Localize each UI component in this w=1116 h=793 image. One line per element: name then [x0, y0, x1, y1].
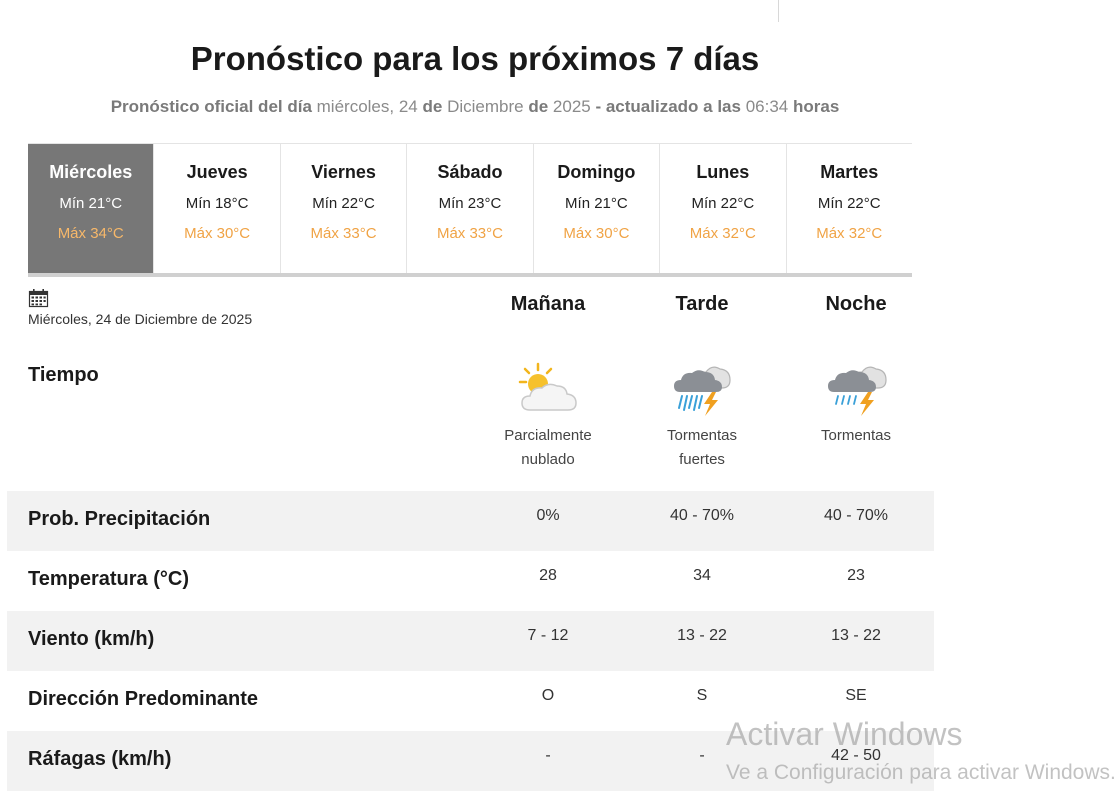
cell-tarde: 13 - 22 — [677, 627, 727, 644]
day-min: Mín 22°C — [691, 195, 755, 212]
day-tab-sabado[interactable] — [407, 144, 533, 273]
row-label: Ráfagas (km/h) — [28, 748, 172, 770]
thunderstorm-icon — [824, 360, 888, 418]
cell-manana: - — [545, 747, 551, 764]
cell-noche: 40 - 70% — [823, 507, 889, 524]
day-min: Mín 22°C — [312, 195, 375, 212]
row-precipitation — [7, 491, 934, 551]
cell-manana: 0% — [536, 507, 560, 524]
day-tabs — [28, 143, 912, 277]
day-name: Sábado — [437, 162, 503, 182]
row-label: Temperatura (°C) — [28, 568, 189, 590]
day-tab-viernes[interactable] — [281, 144, 407, 273]
cell-noche: SE — [845, 687, 867, 704]
day-max: Máx 33°C — [310, 225, 377, 242]
windows-activation-watermark: Activar Windows — [726, 716, 963, 752]
day-name: Viernes — [311, 162, 376, 182]
cell-tarde: 34 — [693, 567, 711, 584]
cell-tarde: S — [696, 687, 708, 704]
day-max: Máx 30°C — [184, 225, 251, 242]
day-max: Máx 34°C — [57, 225, 124, 242]
row-label: Dirección Predominante — [28, 688, 259, 710]
day-name: Miércoles — [49, 162, 133, 182]
column-tarde: Tarde — [675, 293, 729, 315]
cell-noche: 13 - 22 — [831, 627, 881, 644]
forecast-subtitle: Pronóstico oficial del día miércoles, 24 de Diciembre de 2025 - actualizado a las 06:34 horas — [110, 97, 840, 116]
day-tab-lunes[interactable] — [660, 144, 786, 273]
page-title: Pronóstico para los próximos 7 días — [190, 40, 760, 77]
cell-noche: 42 - 50 — [831, 747, 881, 764]
day-min: Mín 21°C — [59, 195, 123, 212]
cell-manana: O — [541, 687, 555, 704]
heavy-thunderstorm-icon — [670, 360, 734, 418]
column-manana: Mañana — [510, 293, 586, 315]
cell-tarde: 40 - 70% — [669, 507, 735, 524]
day-max: Máx 30°C — [563, 225, 630, 242]
cell-tarde: - — [699, 747, 705, 764]
windows-activation-subtext: Ve a Configuración para activar Windows. — [726, 761, 1116, 784]
day-max: Máx 32°C — [816, 225, 883, 242]
day-min: Mín 21°C — [565, 195, 628, 212]
row-temperature — [7, 551, 934, 611]
row-wind — [7, 611, 934, 671]
day-name: Jueves — [186, 162, 248, 182]
selected-date: Miércoles, 24 de Diciembre de 2025 — [28, 311, 253, 327]
day-tab-miercoles[interactable] — [28, 144, 154, 273]
day-tab-domingo[interactable] — [534, 144, 660, 273]
calendar-icon — [29, 289, 48, 307]
row-label: Viento (km/h) — [28, 628, 155, 650]
day-name: Domingo — [557, 162, 636, 182]
weather-desc-tarde: Tormentas fuertes — [666, 427, 738, 468]
weather-desc-noche: Tormentas — [820, 427, 892, 444]
divider — [778, 0, 779, 22]
day-name: Martes — [820, 162, 879, 182]
cell-manana: 7 - 12 — [527, 627, 569, 644]
cell-manana: 28 — [539, 567, 557, 584]
tiempo-label: Tiempo — [28, 364, 99, 386]
day-tab-martes[interactable] — [787, 144, 912, 273]
column-noche: Noche — [825, 293, 887, 315]
day-min: Mín 22°C — [817, 195, 881, 212]
day-max: Máx 33°C — [436, 225, 503, 242]
cell-noche: 23 — [847, 567, 865, 584]
day-tab-jueves[interactable] — [154, 144, 280, 273]
row-label: Prob. Precipitación — [28, 508, 211, 530]
day-min: Mín 18°C — [185, 195, 249, 212]
day-min: Mín 23°C — [438, 195, 502, 212]
day-name: Lunes — [696, 162, 750, 182]
weather-desc-manana: Parcialmente nublado — [504, 427, 592, 468]
partly-cloudy-icon — [516, 360, 580, 418]
day-max: Máx 32°C — [689, 225, 756, 242]
